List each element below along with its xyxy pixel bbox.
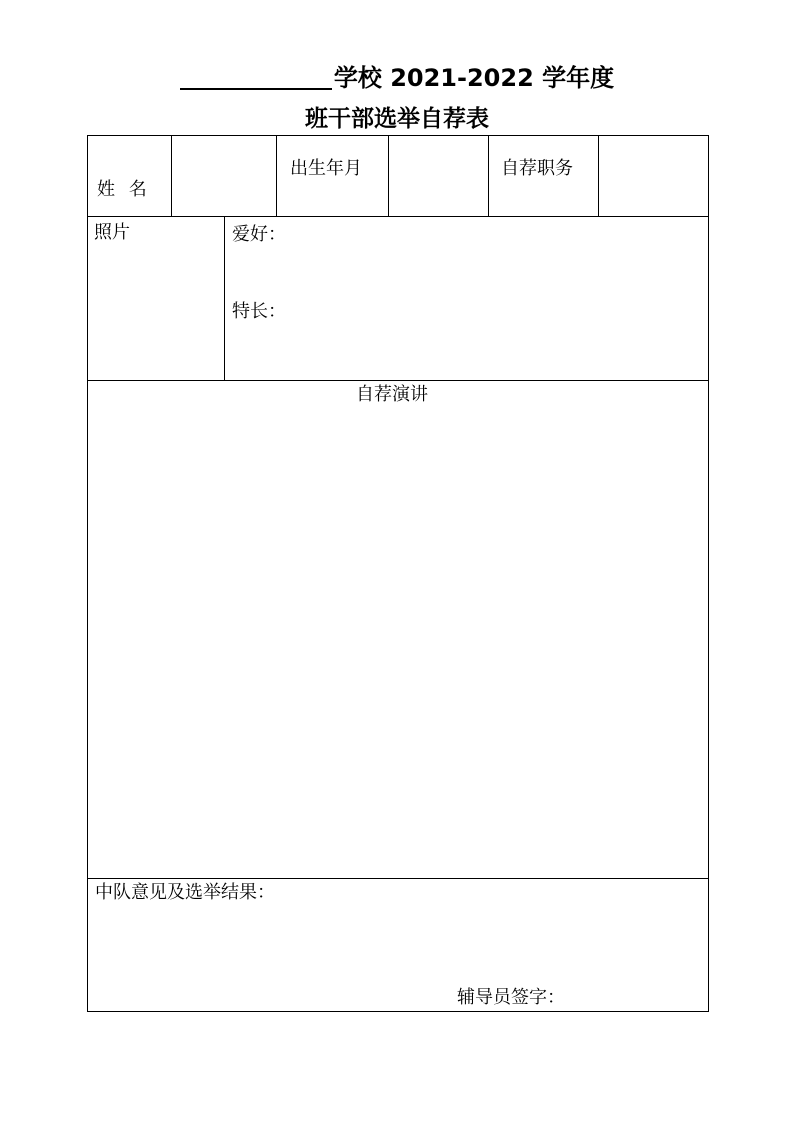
- form-title: 班干部选举自荐表: [305, 105, 489, 132]
- birth-label: 出生年月: [290, 158, 362, 179]
- row3-bottom-line: [87, 878, 709, 879]
- row1-divider-2: [276, 135, 277, 216]
- photo-area[interactable]: [88, 245, 223, 379]
- specialty-label: 特长：: [232, 301, 286, 322]
- photo-divider: [224, 216, 225, 380]
- name-field[interactable]: [172, 136, 275, 215]
- row2-bottom-line: [87, 380, 709, 381]
- result-label: 中队意见及选举结果：: [95, 882, 275, 903]
- row1-divider-4: [488, 135, 489, 216]
- signature-label: 辅导员签字：: [457, 987, 565, 1008]
- hobby-label: 爱好：: [232, 224, 286, 245]
- form-title-school-year: [0, 58, 794, 93]
- row1-bottom-line: [87, 216, 709, 217]
- birth-field[interactable]: [389, 136, 487, 215]
- position-field[interactable]: [599, 136, 707, 215]
- title-year-text: 学校 2021-2022 学年度: [333, 64, 615, 92]
- photo-label: 照片: [94, 222, 130, 243]
- speech-label: 自荐演讲: [356, 384, 428, 405]
- name-label: 姓 名: [97, 179, 151, 200]
- school-name-blank[interactable]: [180, 64, 332, 90]
- position-label: 自荐职务: [501, 158, 573, 179]
- speech-area[interactable]: [88, 410, 708, 876]
